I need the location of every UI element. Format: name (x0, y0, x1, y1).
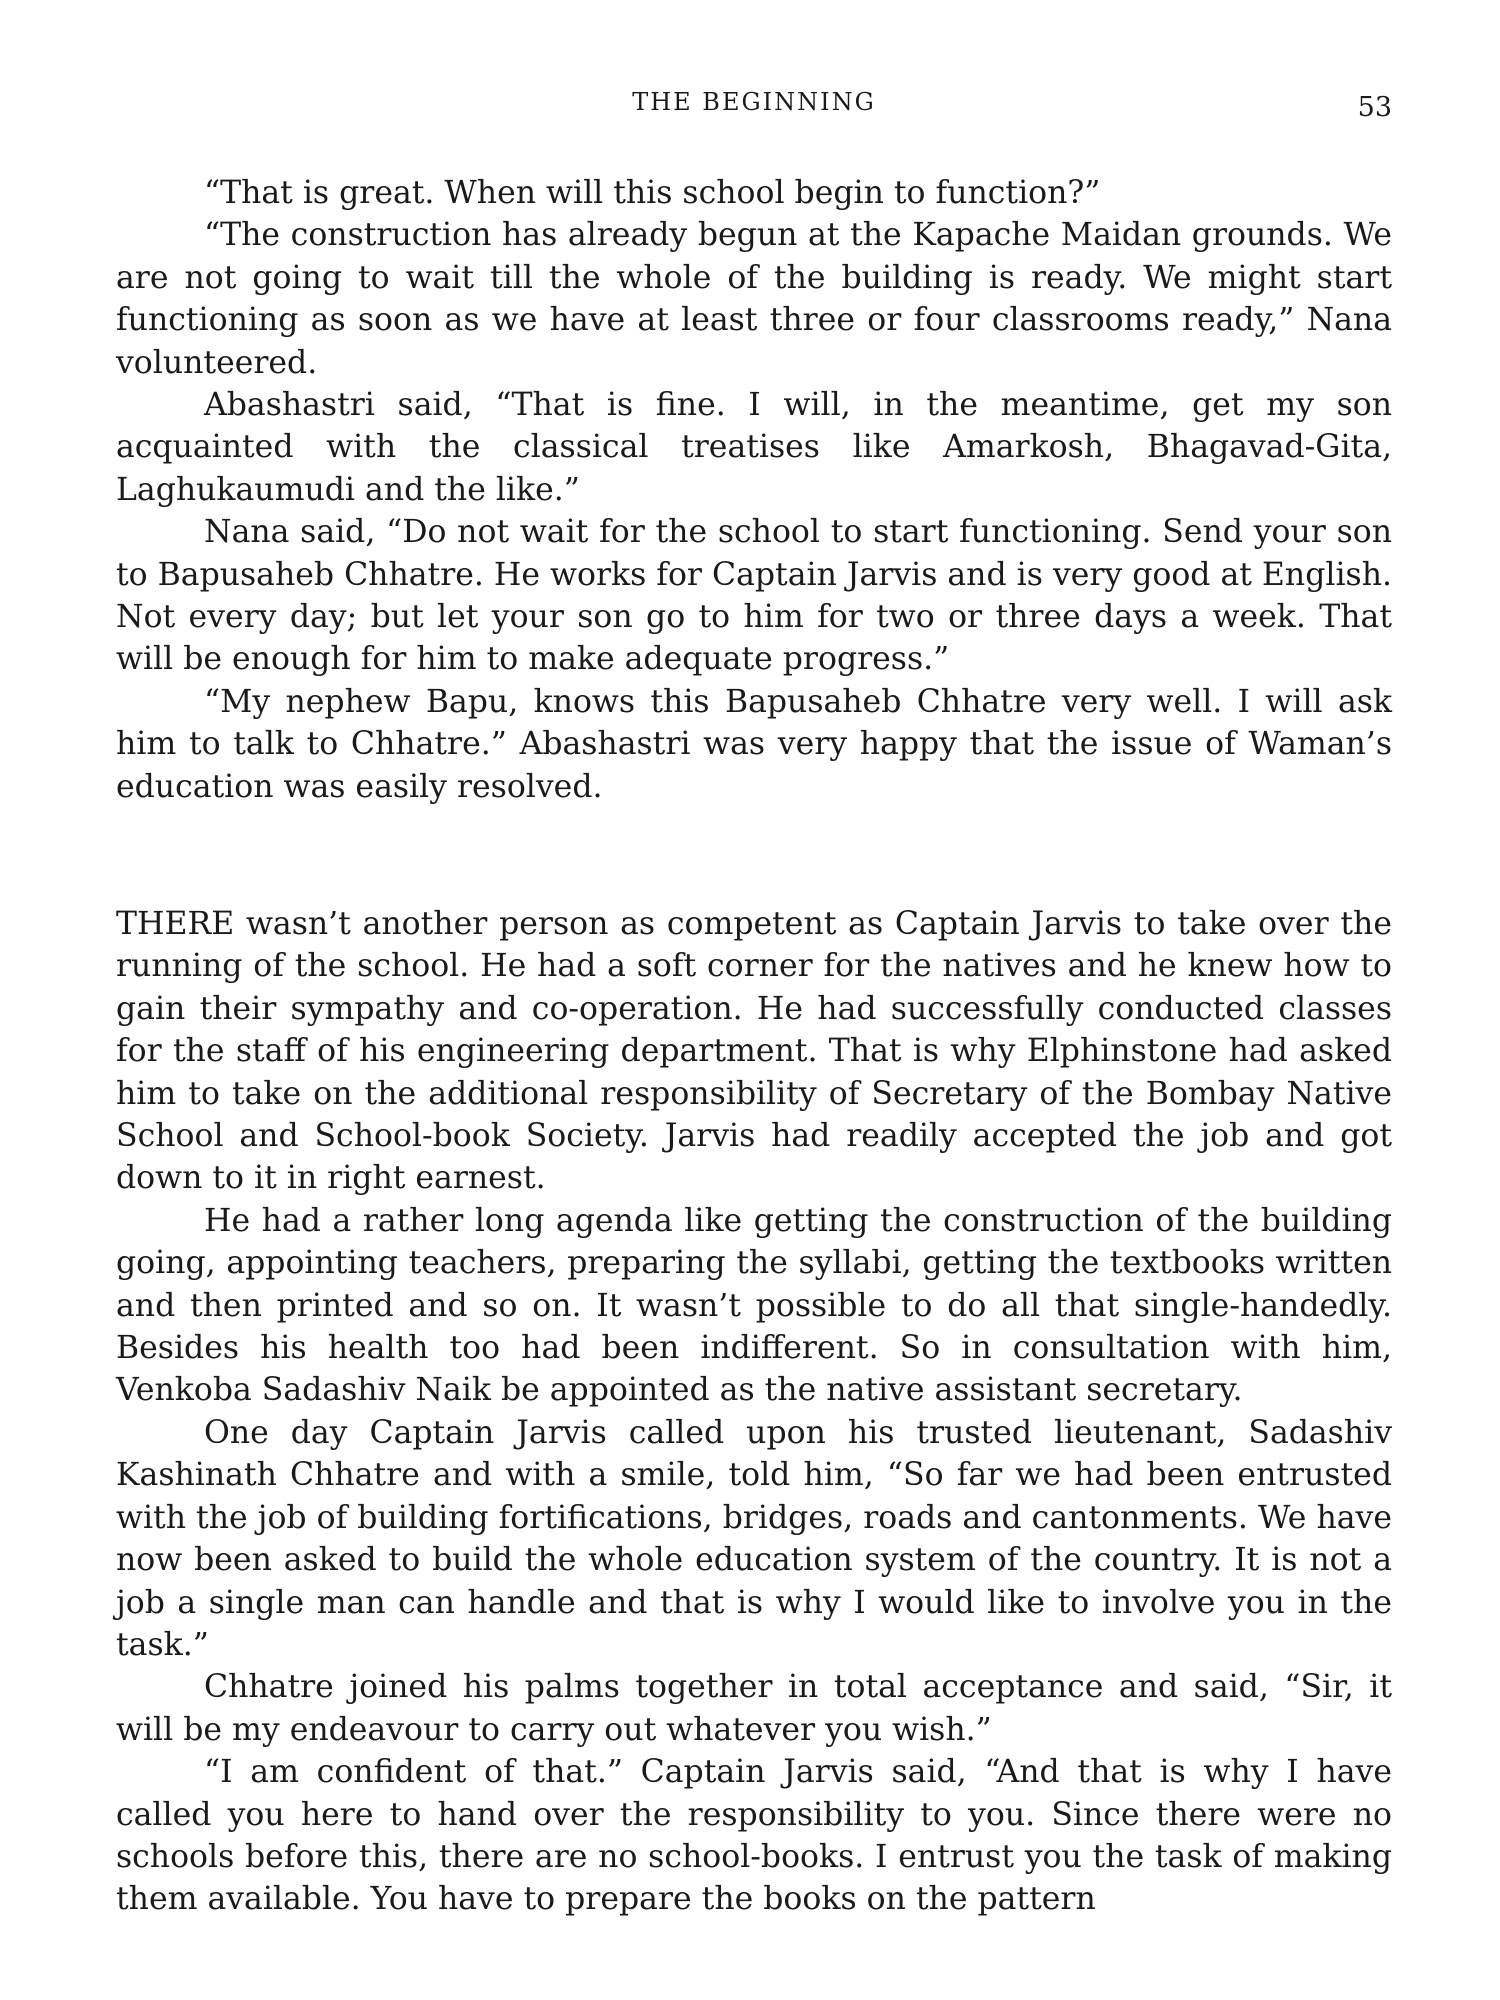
paragraph: “The construction has already begun at the Kapache Maidan grounds. We are not going to wait till the whole of the building is ready. We might start functioning as soon as we have at least three or four classrooms ready,” Nana volunteered. (116, 217, 1392, 381)
page-number: 53 (1357, 92, 1392, 123)
running-title: THE BEGINNING (632, 88, 876, 116)
book-page (116, 0, 1392, 2000)
section-opening-paragraph: THERE wasn’t another person as competent as Captain Jarvis to take over the running of the school. He had a soft corner for the natives and he knew how to gain their sympathy and co-operation. He had successfully conducted classes for the staff of his engineering department. That is why Elphinstone had asked him to take on the additional responsibility of Secretary of the Bombay Native School and School-book Society. Jarvis had readily accepted the job and got down to it in right earnest. (116, 906, 1392, 1197)
paragraph: Abashastri said, “That is fine. I will, in the meantime, get my son acquainted with the classical treatises like Amarkosh, Bhagavad-Gita, Laghukaumudi and the like.” (116, 387, 1392, 508)
running-head (116, 84, 1392, 124)
paragraph: Chhatre joined his palms together in total acceptance and said, “Sir, it will be my endeavour to carry out whatever you wish.” (116, 1669, 1392, 1748)
paragraph: One day Captain Jarvis called upon his trusted lieutenant, Sadashiv Kashinath Chhatre and with a smile, told him, “So far we had been entrusted with the job of building fortifications, bridges, roads and cantonments. We have now been asked to build the whole education system of the country. It is not a job a single man can handle and that is why I would like to involve you in the task.” (116, 1414, 1392, 1663)
paragraph: “My nephew Bapu, knows this Bapusaheb Chhatre very well. I will ask him to talk to Chhatre.” Abashastri was very happy that the issue of Waman’s education was easily resolved. (116, 683, 1392, 805)
paragraph: Nana said, “Do not wait for the school to start functioning. Send your son to Bapusaheb Chhatre. He works for Captain Jarvis and is very good at English. Not every day; but let your son go to him for two or three days a week. That will be enough for him to make adequate progress.” (116, 514, 1392, 678)
section-two-text (116, 903, 1392, 1921)
paragraph: “I am confident of that.” Captain Jarvis said, “And that is why I have called you here to hand over the responsibility to you. Since there were no schools before this, there are no school-books. I entrust you the task of making them available. You have to prepare the books on the pattern (116, 1754, 1392, 1918)
section-one-text (116, 172, 1392, 808)
paragraph: “That is great. When will this school begin to function?” (204, 175, 1101, 211)
paragraph: He had a rather long agenda like getting the construction of the building going, appointing teachers, preparing the syllabi, getting the textbooks written and then printed and so on. It wasn’t possible to do all that single-handedly. Besides his health too had been indifferent. So in consultation with him, Venkoba Sadashiv Naik be appointed as the native assistant secretary. (116, 1202, 1392, 1409)
